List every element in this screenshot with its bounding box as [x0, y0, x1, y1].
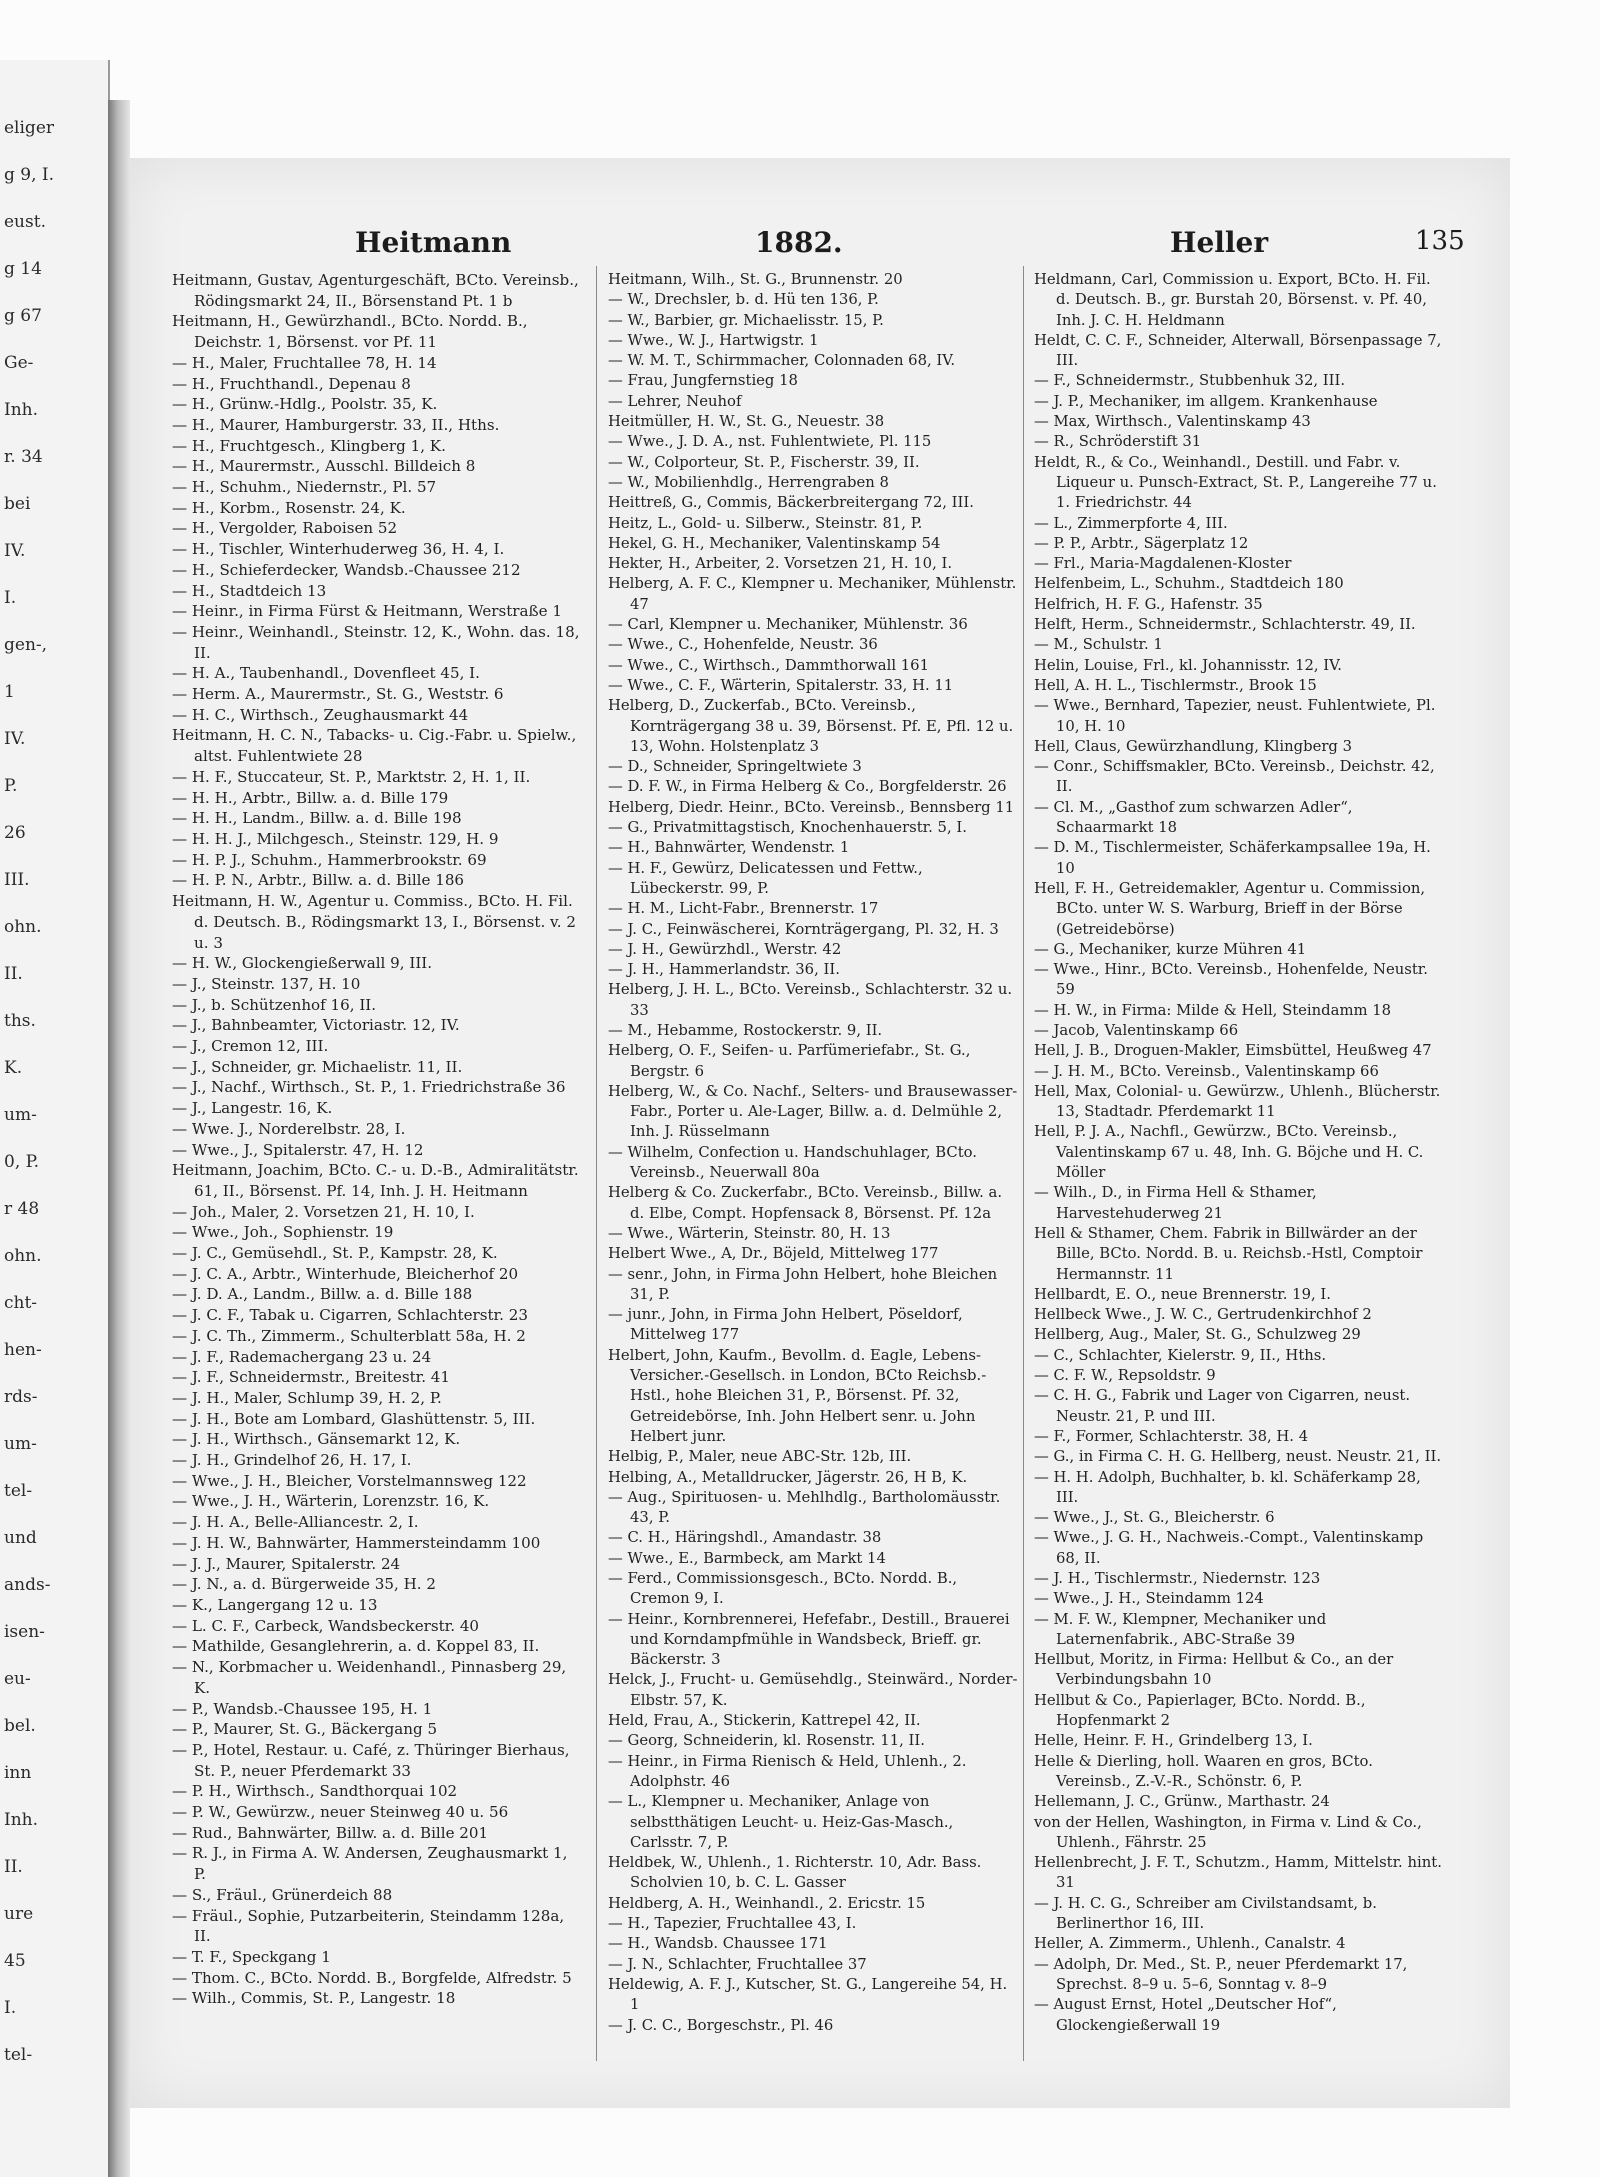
directory-entry: — Adolph, Dr. Med., St. P., neuer Pferdemarkt 17, Sprechst. 8–9 u. 5–6, Sonntag v. 8–9 — [1034, 1955, 1408, 1993]
directory-entry: — J. N., Schlachter, Fruchtallee 37 — [608, 1955, 867, 1973]
directory-entry: — J. H., Gewürzhdl., Werstr. 42 — [608, 940, 842, 958]
directory-entry: Helbert Wwe., A, Dr., Böjeld, Mittelweg 177 — [608, 1245, 939, 1263]
directory-entry: Hell & Sthamer, Chem. Fabrik in Billwärder an der Bille, BCto. Nordd. B. u. Reichsb.-Hstl, Comptoir Hermannstr. 11 — [1034, 1224, 1423, 1283]
directory-entry: — T. F., Speckgang 1 — [172, 1947, 331, 1966]
margin-fragment: P. — [4, 776, 18, 796]
column-left — [172, 270, 582, 2009]
margin-fragment: um- — [4, 1105, 37, 1125]
margin-fragment: Inh. — [4, 1810, 39, 1830]
directory-entry: — P., Wandsb.-Chaussee 195, H. 1 — [172, 1699, 433, 1718]
margin-fragment: tel- — [4, 1481, 33, 1501]
page-number: 135 — [1415, 226, 1465, 256]
directory-entry: — M., Schulstr. 1 — [1034, 636, 1163, 654]
directory-entry: — W. M. T., Schirmmacher, Colonnaden 68, IV. — [608, 352, 956, 370]
directory-entry: — H., Fruchtgesch., Klingberg 1, K. — [172, 436, 446, 455]
margin-fragment: Ge- — [4, 353, 34, 373]
directory-entry: — H., Tischler, Winterhuderweg 36, H. 4, I. — [172, 540, 505, 559]
directory-entry: — S., Fräul., Grünerdeich 88 — [172, 1885, 393, 1904]
directory-entry: Heitmann, H. C. N., Tabacks- u. Cig.-Fabr. u. Spielw., altst. Fuhlentwiete 28 — [172, 726, 577, 766]
directory-entry: Helle & Dierling, holl. Waaren en gros, BCto. Vereinsb., Z.-V.-R., Schönstr. 6, P. — [1034, 1752, 1373, 1790]
directory-entry: — Wwe., Joh., Sophienstr. 19 — [172, 1223, 394, 1242]
margin-fragment: K. — [4, 1058, 23, 1078]
directory-entry: Hellenbrecht, J. F. T., Schutzm., Hamm, Mittelstr. hint. 31 — [1034, 1854, 1442, 1892]
directory-entry: — H., Maurer, Hamburgerstr. 33, II., Hths. — [172, 415, 500, 434]
margin-fragment: g 14 — [4, 259, 42, 279]
directory-entry: — H. P. N., Arbtr., Billw. a. d. Bille 186 — [172, 871, 465, 890]
directory-entry: Helberg & Co. Zuckerfabr., BCto. Vereinsb., Billw. a. d. Elbe, Compt. Hopfensack 8, Börsenst. Pf. 12a — [608, 1184, 1003, 1222]
directory-entry: Heller, A. Zimmerm., Uhlenh., Canalstr. 4 — [1034, 1935, 1346, 1953]
directory-entry: — G., Mechaniker, kurze Mühren 41 — [1034, 940, 1307, 958]
directory-entry: — J. F., Rademachergang 23 u. 24 — [172, 1347, 432, 1366]
directory-entry: — H., Stadtdeich 13 — [172, 581, 327, 600]
directory-entry: — W., Barbier, gr. Michaelisstr. 15, P. — [608, 311, 884, 329]
directory-entry: — J. H. C. G., Schreiber am Civilstandsamt, b. Berlinerthor 16, III. — [1034, 1894, 1377, 1933]
directory-entry: Heldt, R., & Co., Weinhandl., Destill. und Fabr. v. Liqueur u. Punsch-Extract, St. P., Langereihe 77 u. 1. Friedrichstr. 44 — [1034, 453, 1437, 512]
directory-entry: Hellbut & Co., Papierlager, BCto. Nordd. B., Hopfenmarkt 2 — [1034, 1691, 1366, 1730]
directory-entry: Helberg, J. H. L., BCto. Vereinsb., Schlachterstr. 32 u. 33 — [608, 981, 1013, 1019]
directory-entry: — W., Drechsler, b. d. Hü ten 136, P. — [608, 291, 879, 309]
directory-entry: Helberg, D., Zuckerfab., BCto. Vereinsb., Kornträgergang 38 u. 39, Börsenst. Pf. E, Pfl. 12 u. 13, Wohn. Holstenplatz 3 — [608, 697, 1014, 755]
directory-entry: — Heinr., Weinhandl., Steinstr. 12, K., Wohn. das. 18, II. — [172, 622, 580, 662]
directory-entry: — G., Privatmittagstisch, Knochenhauerstr. 5, I. — [608, 819, 967, 837]
directory-entry: — H. F., Stuccateur, St. P., Marktstr. 2, H. 1, II. — [172, 767, 531, 786]
directory-entry: — H. H., Landm., Billw. a. d. Bille 198 — [172, 809, 462, 828]
previous-page-edge — [0, 60, 110, 2177]
directory-entry: — J. N., a. d. Bürgerweide 35, H. 2 — [172, 1575, 436, 1594]
directory-entry: — H. H. Adolph, Buchhalter, b. kl. Schäferkamp 28, III. — [1034, 1468, 1421, 1506]
margin-fragment: r. 34 — [4, 447, 43, 467]
margin-fragment: ths. — [4, 1011, 36, 1031]
directory-entry: — J. C., Feinwäscherei, Kornträgergang, Pl. 32, H. 3 — [608, 920, 999, 938]
directory-entry: Hell, Claus, Gewürzhandlung, Klingberg 3 — [1034, 737, 1353, 755]
directory-entry: — senr., John, in Firma John Helbert, hohe Bleichen 31, P. — [608, 1265, 998, 1303]
directory-entry: — H., Schieferdecker, Wandsb.-Chaussee 212 — [172, 560, 521, 579]
column-middle — [608, 270, 1018, 2036]
directory-entry: — J. H. A., Belle-Alliancestr. 2, I. — [172, 1513, 419, 1532]
directory-entry: — H. F., Gewürz, Delicatessen und Fettw., Lübeckerstr. 99, P. — [608, 859, 923, 897]
directory-entry: — H. H., Arbtr., Billw. a. d. Bille 179 — [172, 788, 449, 807]
directory-entry: Heldt, C. C. F., Schneider, Alterwall, Börsenpassage 7, III. — [1034, 331, 1442, 370]
directory-entry: — Carl, Klempner u. Mechaniker, Mühlenstr. 36 — [608, 616, 968, 634]
margin-fragment: Inh. — [4, 400, 39, 420]
book-gutter — [108, 100, 130, 2177]
directory-entry: — Wwe., J., St. G., Bleicherstr. 6 — [1034, 1509, 1275, 1527]
directory-entry: — H., Wandsb. Chaussee 171 — [608, 1935, 828, 1953]
directory-entry: — Aug., Spirituosen- u. Mehlhdlg., Bartholomäusstr. 43, P. — [608, 1488, 1001, 1527]
directory-entry: Helberg, W., & Co. Nachf., Selters- und Brausewasser-Fabr., Porter u. Ale-Lager, Billw. a. d. Delmühle 2, Inh. J. Rüsselmann — [608, 1082, 1018, 1141]
directory-entry: — Jacob, Valentinskamp 66 — [1034, 1021, 1239, 1039]
directory-entry: Held, Frau, A., Stickerin, Kattrepel 42, II. — [608, 1712, 921, 1730]
margin-fragment: 45 — [4, 1951, 26, 1971]
margin-fragment: inn — [4, 1763, 32, 1783]
directory-entry: — J., Steinstr. 137, H. 10 — [172, 974, 361, 993]
directory-entry: — L., Zimmerpforte 4, III. — [1034, 514, 1228, 532]
directory-entry: — P., Maurer, St. G., Bäckergang 5 — [172, 1720, 438, 1739]
directory-entry: — J. H., Maler, Schlump 39, H. 2, P. — [172, 1388, 442, 1407]
directory-entry: — J. H. M., BCto. Vereinsb., Valentinskamp 66 — [1034, 1062, 1379, 1080]
directory-entry: — J. F., Schneidermstr., Breitestr. 41 — [172, 1368, 450, 1387]
directory-entry: — Wwe., E., Barmbeck, am Markt 14 — [608, 1549, 886, 1567]
directory-entry: — J., Schneider, gr. Michaelistr. 11, II. — [172, 1057, 463, 1076]
directory-entry: — N., Korbmacher u. Weidenhandl., Pinnasberg 29, K. — [172, 1658, 567, 1697]
directory-entry: — Heinr., in Firma Rienisch & Held, Uhlenh., 2. Adolphstr. 46 — [608, 1752, 967, 1790]
margin-fragment: ohn. — [4, 1246, 42, 1266]
directory-entry: — P. H., Wirthsch., Sandthorquai 102 — [172, 1782, 458, 1801]
directory-entry: Helberg, O. F., Seifen- u. Parfümeriefabr., St. G., Bergstr. 6 — [608, 1042, 971, 1080]
directory-entry: — H. W., Glockengießerwall 9, III. — [172, 954, 433, 973]
margin-fragment: um- — [4, 1434, 37, 1454]
directory-entry: — G., in Firma C. H. G. Hellberg, neust. Neustr. 21, II. — [1034, 1448, 1442, 1466]
directory-entry: Helfrich, H. F. G., Hafenstr. 35 — [1034, 595, 1263, 613]
directory-entry: Hell, A. H. L., Tischlermstr., Brook 15 — [1034, 676, 1317, 694]
directory-entry: Heldbek, W., Uhlenh., 1. Richterstr. 10, Adr. Bass. Scholvien 10, b. C. L. Gasser — [608, 1854, 982, 1892]
directory-entry: — H. P. J., Schuhm., Hammerbrookstr. 69 — [172, 850, 487, 869]
directory-entry: — Wwe. J., Norderelbstr. 28, I. — [172, 1119, 406, 1138]
directory-entry: — Wwe., J. H., Bleicher, Vorstelmannsweg 122 — [172, 1471, 527, 1490]
directory-entry: — Wwe., W. J., Hartwigstr. 1 — [608, 331, 819, 349]
margin-fragment: ure — [4, 1904, 34, 1924]
directory-entry: — Thom. C., BCto. Nordd. B., Borgfelde, Alfredstr. 5 — [172, 1968, 572, 1987]
margin-fragment: bei — [4, 494, 31, 514]
directory-entry: — Wilh., D., in Firma Hell & Sthamer, Harvestehuderweg 21 — [1034, 1184, 1317, 1222]
directory-entry: Heitmüller, H. W., St. G., Neuestr. 38 — [608, 413, 885, 431]
directory-entry: Hell, J. B., Droguen-Makler, Eimsbüttel, Heußweg 47 — [1034, 1042, 1432, 1060]
margin-fragment: ands- — [4, 1575, 51, 1595]
directory-entry: — H. C., Wirthsch., Zeughausmarkt 44 — [172, 705, 469, 724]
directory-entry: — Wwe., J. H., Steindamm 124 — [1034, 1590, 1264, 1608]
directory-entry: — Herm. A., Maurermstr., St. G., Weststr. 6 — [172, 685, 504, 704]
directory-entry: — J., Bahnbeamter, Victoriastr. 12, IV. — [172, 1016, 460, 1035]
directory-entry: — J. D. A., Landm., Billw. a. d. Bille 188 — [172, 1285, 473, 1304]
directory-entry: — H. W., in Firma: Milde & Hell, Steindamm 18 — [1034, 1001, 1392, 1019]
directory-entry: — Mathilde, Gesanglehrerin, a. d. Koppel 83, II. — [172, 1637, 540, 1656]
margin-fragment: g 9, I. — [4, 165, 55, 185]
margin-fragment: hen- — [4, 1340, 42, 1360]
directory-entry: — P. W., Gewürzw., neuer Steinweg 40 u. 56 — [172, 1803, 509, 1822]
directory-entry: Hellemann, J. C., Grünw., Marthastr. 24 — [1034, 1793, 1330, 1811]
directory-entry: — Wwe., C., Hohenfelde, Neustr. 36 — [608, 636, 878, 654]
directory-entry: Heldberg, A. H., Weinhandl., 2. Ericstr. 15 — [608, 1894, 926, 1912]
margin-fragment: 26 — [4, 823, 26, 843]
margin-fragment: und — [4, 1528, 37, 1548]
directory-entry: — C. H., Häringshdl., Amandastr. 38 — [608, 1529, 882, 1547]
directory-entry: — H., Schuhm., Niedernstr., Pl. 57 — [172, 478, 437, 497]
directory-entry: — H., Grünw.-Hdlg., Poolstr. 35, K. — [172, 395, 438, 414]
directory-entry: von der Hellen, Washington, in Firma v. Lind & Co., Uhlenh., Fährstr. 25 — [1034, 1813, 1422, 1851]
directory-entry: — H. M., Licht-Fabr., Brennerstr. 17 — [608, 900, 879, 918]
directory-entry: — J., Nachf., Wirthsch., St. P., 1. Friedrichstraße 36 — [172, 1078, 566, 1097]
directory-entry: Hellbeck Wwe., J. W. C., Gertrudenkirchhof 2 — [1034, 1306, 1372, 1324]
margin-fragment: I. — [4, 1998, 17, 2018]
margin-fragment: tel- — [4, 2045, 33, 2065]
margin-fragment: bel. — [4, 1716, 36, 1736]
directory-entry: — J. C., Gemüsehdl., St. P., Kampstr. 28, K. — [172, 1244, 498, 1263]
directory-entry: — J. H., Wirthsch., Gänsemarkt 12, K. — [172, 1430, 461, 1449]
directory-entry: Heitmann, H. W., Agentur u. Commiss., BCto. H. Fil. d. Deutsch. B., Rödingsmarkt 13, I., Börsenst. v. 2 u. 3 — [172, 892, 576, 952]
directory-entry: Helle, Heinr. F. H., Grindelberg 13, I. — [1034, 1732, 1313, 1750]
directory-entry: — P. P., Arbtr., Sägerplatz 12 — [1034, 534, 1249, 552]
directory-entry: — R., Schröderstift 31 — [1034, 433, 1202, 451]
directory-entry: Hell, P. J. A., Nachfl., Gewürzw., BCto. Vereinsb., Valentinskamp 67 u. 48, Inh. G. Böjche und H. C. Möller — [1034, 1123, 1424, 1182]
directory-entry: — D. M., Tischlermeister, Schäferkampsallee 19a, H. 10 — [1034, 839, 1431, 877]
directory-entry: — Wwe., C. F., Wärterin, Spitalerstr. 33, H. 11 — [608, 676, 954, 694]
margin-fragment: I. — [4, 588, 17, 608]
directory-entry: — Ferd., Commissionsgesch., BCto. Nordd. B., Cremon 9, I. — [608, 1570, 958, 1608]
directory-entry: Heitmann, Joachim, BCto. C.- u. D.-B., Admiralitätstr. 61, II., Börsenst. Pf. 14, Inh. J. H. Heitmann — [172, 1161, 579, 1200]
directory-entry: — Rud., Bahnwärter, Billw. a. d. Bille 201 — [172, 1823, 489, 1842]
directory-entry: — Wwe., Bernhard, Tapezier, neust. Fuhlentwiete, Pl. 10, H. 10 — [1034, 697, 1436, 735]
margin-fragment: II. — [4, 1857, 23, 1877]
directory-entry: — Heinr., in Firma Fürst & Heitmann, Werstraße 1 — [172, 602, 562, 621]
directory-entry: — H., Maurermstr., Ausschl. Billdeich 8 — [172, 457, 476, 476]
margin-fragment: r 48 — [4, 1199, 40, 1219]
directory-entry: — C. F. W., Repsoldstr. 9 — [1034, 1367, 1216, 1385]
directory-entry: — P., Hotel, Restaur. u. Café, z. Thüringer Bierhaus, St. P., neuer Pferdemarkt 33 — [172, 1740, 570, 1780]
directory-entry: — Wwe., J. D. A., nst. Fuhlentwiete, Pl. 115 — [608, 433, 932, 451]
margin-fragment: g 67 — [4, 306, 42, 326]
directory-entry: — J. H., Grindelhof 26, H. 17, I. — [172, 1451, 412, 1470]
directory-entry: Hell, Max, Colonial- u. Gewürzw., Uhlenh., Blücherstr. 13, Stadtadr. Pferdemarkt 11 — [1034, 1082, 1441, 1121]
column-rule — [1023, 266, 1024, 2061]
directory-entry: — Wwe., J. G. H., Nachweis.-Compt., Valentinskamp 68, II. — [1034, 1529, 1424, 1567]
directory-entry: — H., Fruchthandl., Depenau 8 — [172, 374, 411, 393]
directory-entry: — L. C. F., Carbeck, Wandsbeckerstr. 40 — [172, 1616, 480, 1635]
directory-entry: — Wwe., Hinr., BCto. Vereinsb., Hohenfelde, Neustr. 59 — [1034, 961, 1428, 999]
running-head-year: 1882. — [755, 226, 843, 259]
directory-entry: Helin, Louise, Frl., kl. Johannisstr. 12, IV. — [1034, 656, 1342, 674]
margin-fragment: rds- — [4, 1387, 38, 1407]
directory-entry: — J. H., Tischlermstr., Niedernstr. 123 — [1034, 1570, 1321, 1587]
directory-entry: — Wilh., Commis, St. P., Langestr. 18 — [172, 1989, 456, 2008]
column-rule — [596, 266, 597, 2061]
directory-entry: — Wwe., J., Spitalerstr. 47, H. 12 — [172, 1140, 424, 1159]
directory-entry: — H., Tapezier, Fruchtallee 43, I. — [608, 1915, 857, 1933]
directory-entry: — H., Bahnwärter, Wendenstr. 1 — [608, 839, 850, 857]
directory-entry: Hekter, H., Arbeiter, 2. Vorsetzen 21, H. 10, I. — [608, 555, 953, 573]
directory-entry: — W., Colporteur, St. P., Fischerstr. 39, II. — [608, 453, 920, 471]
directory-entry: — L., Klempner u. Mechaniker, Anlage von selbstthätigen Leucht- u. Heiz-Gas-Masch., Carlsstr. 7, P. — [608, 1793, 954, 1851]
directory-entry: — W., Mobilienhdlg., Herrengraben 8 — [608, 473, 889, 491]
directory-entry: Hellbardt, E. O., neue Brennerstr. 19, I. — [1034, 1285, 1331, 1303]
directory-entry: Helbing, A., Metalldrucker, Jägerstr. 26, H B, K. — [608, 1468, 968, 1486]
directory-entry: Helft, Herm., Schneidermstr., Schlachterstr. 49, II. — [1034, 616, 1416, 634]
directory-entry: — Wwe., J. H., Wärterin, Lorenzstr. 16, K. — [172, 1492, 490, 1511]
directory-page — [130, 158, 1510, 2108]
directory-entry: — J. H. W., Bahnwärter, Hammersteindamm 100 — [172, 1533, 541, 1552]
margin-fragment: cht- — [4, 1293, 38, 1313]
running-head-right: Heller — [1170, 226, 1269, 259]
directory-entry: — H., Vergolder, Raboisen 52 — [172, 519, 398, 538]
directory-entry: — Lehrer, Neuhof — [608, 392, 742, 410]
directory-entry: — August Ernst, Hotel „Deutscher Hof“, Glockengießerwall 19 — [1034, 1996, 1337, 2034]
directory-entry: Heitz, L., Gold- u. Silberw., Steinstr. 81, P. — [608, 514, 923, 532]
directory-entry: Helbert, John, Kaufm., Bevollm. d. Eagle, Lebens-Versicher.-Gesellsch. in London, BCto Reichsb.-Hstl., hohe Bleichen 31, P., Börsenst. Pf. 32, Getreidebörse, Inh. John Helbert senr. u. John Helbert junr. — [608, 1346, 987, 1445]
directory-entry: Hell, F. H., Getreidemakler, Agentur u. Commission, BCto. unter W. S. Warburg, Brieff in der Börse (Getreidebörse) — [1034, 879, 1426, 938]
directory-entry: — H., Korbm., Rosenstr. 24, K. — [172, 498, 406, 517]
directory-entry: Heldmann, Carl, Commission u. Export, BCto. H. Fil. d. Deutsch. B., gr. Burstah 20, Börsenst. v. Pf. 40, Inh. J. C. H. Heldmann — [1034, 271, 1431, 329]
margin-fragment: IV. — [4, 729, 26, 749]
directory-entry: — M., Hebamme, Rostockerstr. 9, II. — [608, 1021, 883, 1039]
margin-fragment: eust. — [4, 212, 46, 232]
margin-fragment: 0, P. — [4, 1152, 40, 1172]
directory-entry: Helfenbeim, L., Schuhm., Stadtdeich 180 — [1034, 575, 1344, 593]
directory-entry: — H., Maler, Fruchtallee 78, H. 14 — [172, 353, 437, 372]
column-right — [1034, 270, 1444, 2036]
directory-entry: — F., Former, Schlachterstr. 38, H. 4 — [1034, 1427, 1309, 1445]
directory-entry: — J. J., Maurer, Spitalerstr. 24 — [172, 1554, 401, 1573]
directory-entry: — H. A., Taubenhandl., Dovenfleet 45, I. — [172, 664, 480, 683]
directory-entry: Helbig, P., Maler, neue ABC-Str. 12b, III. — [608, 1448, 912, 1466]
directory-entry: — Wilhelm, Confection u. Handschuhlager, BCto. Vereinsb., Neuerwall 80a — [608, 1143, 978, 1182]
directory-entry: — J., Cremon 12, III. — [172, 1037, 329, 1056]
directory-entry: Heitmann, H., Gewürzhandl., BCto. Nordd. B., Deichstr. 1, Börsenst. vor Pf. 11 — [172, 312, 528, 352]
margin-fragment: ohn. — [4, 917, 42, 937]
margin-fragment: II. — [4, 964, 23, 984]
directory-entry: — Wwe., C., Wirthsch., Dammthorwall 161 — [608, 656, 930, 674]
margin-fragment: 1 — [4, 682, 15, 702]
margin-fragment: eu- — [4, 1669, 31, 1689]
margin-fragment: isen- — [4, 1622, 45, 1642]
margin-fragment: eliger — [4, 118, 55, 138]
running-head-left: Heitmann — [355, 226, 512, 259]
directory-entry: — J. P., Mechaniker, im allgem. Krankenhause — [1034, 392, 1378, 410]
directory-entry: — M. F. W., Klempner, Mechaniker und Laternenfabrik., ABC-Straße 39 — [1034, 1610, 1327, 1648]
margin-fragment: gen-, — [4, 635, 48, 655]
directory-entry: — J., b. Schützenhof 16, II. — [172, 995, 377, 1014]
directory-entry: — K., Langergang 12 u. 13 — [172, 1596, 378, 1614]
directory-entry: Helberg, A. F. C., Klempner u. Mechaniker, Mühlenstr. 47 — [608, 575, 1017, 613]
directory-entry: Helberg, Diedr. Heinr., BCto. Vereinsb., Bennsberg 11 — [608, 798, 1015, 816]
page-header — [130, 226, 1510, 266]
directory-entry: — D., Schneider, Springeltwiete 3 — [608, 758, 862, 776]
directory-entry: — Fräul., Sophie, Putzarbeiterin, Steindamm 128a, II. — [172, 1906, 565, 1946]
directory-entry: Heitmann, Gustav, Agenturgeschäft, BCto. Vereinsb., Rödingsmarkt 24, II., Börsenstand Pt. 1 b — [172, 271, 579, 310]
directory-entry: — Max, Wirthsch., Valentinskamp 43 — [1034, 413, 1311, 431]
directory-entry: — C., Schlachter, Kielerstr. 9, II., Hths. — [1034, 1346, 1327, 1364]
directory-entry: — J. C. F., Tabak u. Cigarren, Schlachterstr. 23 — [172, 1306, 528, 1325]
directory-entry: Heitmann, Wilh., St. G., Brunnenstr. 20 — [608, 271, 903, 288]
directory-entry: — J. H., Bote am Lombard, Glashüttenstr. 5, III. — [172, 1409, 536, 1428]
directory-entry: — C. H. G., Fabrik und Lager von Cigarren, neust. Neustr. 21, P. und III. — [1034, 1387, 1411, 1425]
directory-entry: — J. C. C., Borgeschstr., Pl. 46 — [608, 2016, 834, 2034]
directory-entry: — Conr., Schiffsmakler, BCto. Vereinsb., Deichstr. 42, II. — [1034, 758, 1435, 796]
directory-entry: — D. F. W., in Firma Helberg & Co., Borgfelderstr. 26 — [608, 778, 1007, 796]
directory-entry: Hellberg, Aug., Maler, St. G., Schulzweg 29 — [1034, 1326, 1361, 1344]
directory-entry: — junr., John, in Firma John Helbert, Pöseldorf, Mittelweg 177 — [608, 1306, 963, 1344]
directory-entry: — Wwe., Wärterin, Steinstr. 80, H. 13 — [608, 1224, 891, 1242]
directory-entry: — H. H. J., Milchgesch., Steinstr. 129, H. 9 — [172, 829, 499, 848]
directory-entry: — Georg, Schneiderin, kl. Rosenstr. 11, II. — [608, 1732, 925, 1750]
directory-entry: — Cl. M., „Gasthof zum schwarzen Adler“, Schaarmarkt 18 — [1034, 798, 1353, 837]
directory-entry: — J., Langestr. 16, K. — [172, 1099, 333, 1118]
margin-fragment: IV. — [4, 541, 26, 561]
directory-entry: — F., Schneidermstr., Stubbenhuk 32, III. — [1034, 372, 1346, 390]
directory-entry: Heldewig, A. F. J., Kutscher, St. G., Langereihe 54, H. 1 — [608, 1975, 1008, 2014]
directory-entry: — R. J., in Firma A. W. Andersen, Zeughausmarkt 1, P. — [172, 1844, 568, 1884]
directory-entry: — Frau, Jungfernstieg 18 — [608, 372, 798, 390]
directory-entry: — J. H., Hammerlandstr. 36, II. — [608, 961, 840, 979]
margin-fragment: III. — [4, 870, 30, 890]
directory-entry: Hekel, G. H., Mechaniker, Valentinskamp 54 — [608, 534, 941, 552]
directory-entry: — Joh., Maler, 2. Vorsetzen 21, H. 10, I. — [172, 1202, 475, 1221]
directory-entry: Hellbut, Moritz, in Firma: Hellbut & Co., an der Verbindungsbahn 10 — [1034, 1651, 1394, 1689]
directory-entry: Heittreß, G., Commis, Bäckerbreitergang 72, III. — [608, 494, 974, 512]
directory-entry: — Frl., Maria-Magdalenen-Kloster — [1034, 555, 1292, 573]
directory-entry: Helck, J., Frucht- u. Gemüsehdlg., Steinwärd., Norder-Elbstr. 57, K. — [608, 1671, 1018, 1709]
directory-entry: — J. C. Th., Zimmerm., Schulterblatt 58a, H. 2 — [172, 1326, 526, 1345]
directory-entry: — Heinr., Kornbrennerei, Hefefabr., Destill., Brauerei und Korndampfmühle in Wandsbeck, Brieff. gr. Bäckerstr. 3 — [608, 1610, 1010, 1669]
directory-entry: — J. C. A., Arbtr., Winterhude, Bleicherhof 20 — [172, 1264, 519, 1283]
